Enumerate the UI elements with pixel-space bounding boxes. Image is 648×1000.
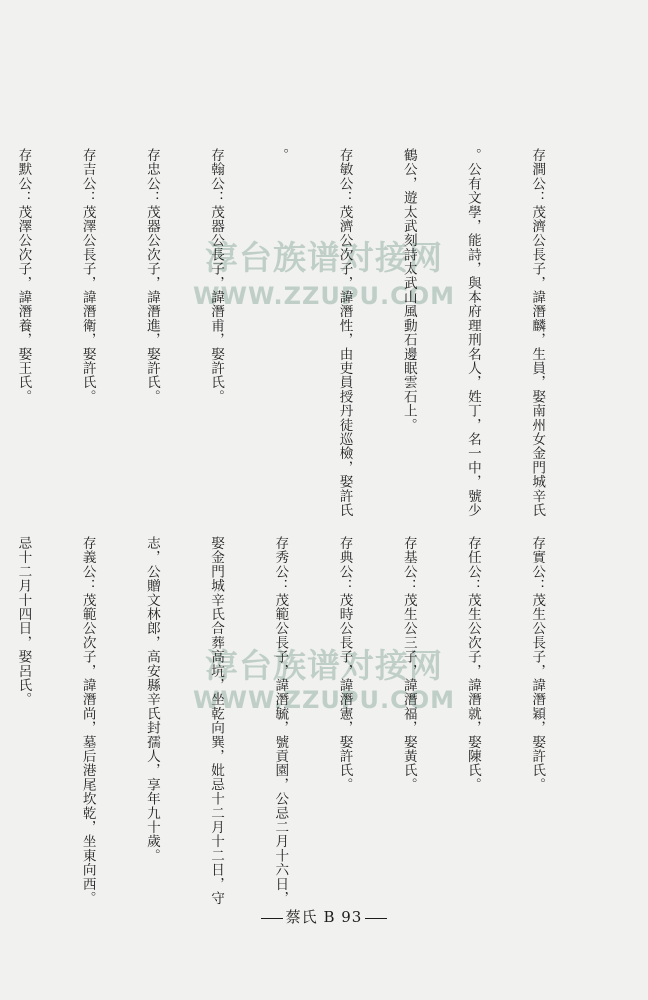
- entry-line: 存澗公：茂濟公長子，諱潛麟，生員，娶南州女金門城辛氏: [529, 148, 546, 518]
- entry-line: 存典公：茂時公長子，諱潛憲，娶許氏。: [336, 536, 353, 792]
- entry-line: 忌十二月十四日，娶呂氏。: [15, 536, 32, 707]
- entry-line: 。: [272, 148, 289, 163]
- page-number: 蔡氏 B 93: [285, 908, 363, 926]
- entry-line: 存實公：茂生公長子，諱潛穎，娶許氏。: [529, 536, 546, 792]
- entry-line: 存義公：茂範公次子，諱潛尚，墓后港尾坎乾，坐東向西。: [79, 536, 96, 906]
- entry-line: 。公有文學，能詩，與本府理刑名人，姓丁，名一中，號少: [464, 148, 481, 518]
- watermark-url-bottom: WWW.ZZUPU.COM: [193, 686, 455, 714]
- watermark-chinese-bottom: 淳台族谱对接网: [205, 646, 443, 685]
- entry-line: 存默公：茂澤公次子，諱潛養，娶王氏。: [15, 148, 32, 404]
- top-text-block: [0, 148, 590, 518]
- entry-line: 存忠公：茂器公次子，諱潛進，娶許氏。: [143, 148, 160, 404]
- page-footer: [0, 906, 648, 927]
- entry-line: 存吉公：茂澤公長子，諱潛衛，娶許氏。: [79, 148, 96, 404]
- entry-line: 娶金門城辛氏合葬高坑，坐乾向巽，妣忌十二月十二日，守: [208, 536, 225, 906]
- entry-line: 存秀公：茂範公長子，諱潛毓，號貢園，公忌二月十六日，: [272, 536, 289, 906]
- entry-line: 存敏公：茂濟公次子，諱潛性，由吏員授丹徒巡檢，娶許氏: [336, 148, 353, 518]
- entry-line: 存任公：茂生公次子，諱潛就，娶陳氏。: [464, 536, 481, 792]
- entry-line: 存基公：茂生公三子，諱潛福，娶黃氏。: [400, 536, 417, 792]
- entry-line: 志，公贈文林郎，高安縣辛氏封孺人，享年九十歲。: [143, 536, 160, 863]
- entry-line: 存翰公：茂器公長子，諱潛甫，娶許氏。: [208, 148, 225, 404]
- watermark-chinese-top: 淳台族谱对接网: [205, 238, 443, 277]
- watermark-url-top: WWW.ZZUPU.COM: [193, 282, 455, 310]
- footer-dash-right: [365, 918, 387, 919]
- footer-dash-left: [261, 918, 283, 919]
- entry-line: 鶴公，遊太武刻詩太武山風動石邊眠雲石上。: [400, 148, 417, 432]
- bottom-text-block: [0, 536, 590, 906]
